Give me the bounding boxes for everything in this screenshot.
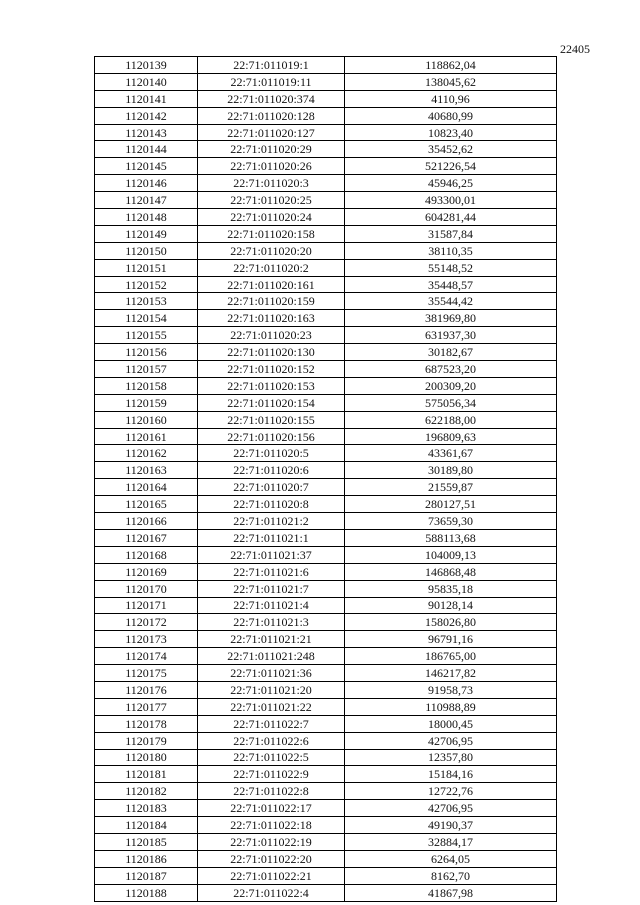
record-number-cell: 1120173 (95, 631, 198, 648)
table-row (95, 833, 557, 850)
value-cell: 4110,96 (345, 90, 557, 107)
cadastral-number-cell: 22:71:011020:155 (198, 411, 345, 428)
table-row (95, 411, 557, 428)
cadastral-number-cell: 22:71:011021:3 (198, 614, 345, 631)
table-row (95, 57, 557, 74)
value-cell: 138045,62 (345, 73, 557, 90)
cadastral-number-cell: 22:71:011021:248 (198, 648, 345, 665)
value-cell: 18000,45 (345, 715, 557, 732)
table-row (95, 817, 557, 834)
record-number-cell: 1120159 (95, 394, 198, 411)
value-cell: 49190,37 (345, 817, 557, 834)
value-cell: 42706,95 (345, 800, 557, 817)
table-row (95, 563, 557, 580)
table-row (95, 225, 557, 242)
record-number-cell: 1120158 (95, 377, 198, 394)
table-row (95, 377, 557, 394)
cadastral-number-cell: 22:71:011021:20 (198, 681, 345, 698)
record-number-cell: 1120142 (95, 107, 198, 124)
cadastral-number-cell: 22:71:011020:7 (198, 479, 345, 496)
record-number-cell: 1120183 (95, 800, 198, 817)
record-number-cell: 1120181 (95, 766, 198, 783)
cadastral-number-cell: 22:71:011020:2 (198, 259, 345, 276)
record-number-cell: 1120139 (95, 57, 198, 74)
record-number-cell: 1120140 (95, 73, 198, 90)
cadastral-number-cell: 22:71:011021:6 (198, 563, 345, 580)
table-row (95, 192, 557, 209)
table-row (95, 698, 557, 715)
record-number-cell: 1120148 (95, 209, 198, 226)
record-number-cell: 1120151 (95, 259, 198, 276)
value-cell: 6264,05 (345, 850, 557, 867)
record-number-cell: 1120179 (95, 732, 198, 749)
record-number-cell: 1120180 (95, 749, 198, 766)
value-cell: 40680,99 (345, 107, 557, 124)
registry-table (94, 56, 557, 902)
cadastral-number-cell: 22:71:011022:20 (198, 850, 345, 867)
table-row (95, 394, 557, 411)
cadastral-number-cell: 22:71:011020:130 (198, 344, 345, 361)
table-row (95, 428, 557, 445)
table-row (95, 90, 557, 107)
value-cell: 622188,00 (345, 411, 557, 428)
record-number-cell: 1120145 (95, 158, 198, 175)
cadastral-number-cell: 22:71:011020:24 (198, 209, 345, 226)
table-row (95, 867, 557, 884)
cadastral-number-cell: 22:71:011021:37 (198, 546, 345, 563)
record-number-cell: 1120161 (95, 428, 198, 445)
record-number-cell: 1120156 (95, 344, 198, 361)
record-number-cell: 1120160 (95, 411, 198, 428)
record-number-cell: 1120168 (95, 546, 198, 563)
value-cell: 90128,14 (345, 597, 557, 614)
cadastral-number-cell: 22:71:011021:2 (198, 513, 345, 530)
value-cell: 104009,13 (345, 546, 557, 563)
record-number-cell: 1120187 (95, 867, 198, 884)
record-number-cell: 1120169 (95, 563, 198, 580)
table-row (95, 276, 557, 293)
value-cell: 35544,42 (345, 293, 557, 310)
cadastral-number-cell: 22:71:011021:7 (198, 580, 345, 597)
cadastral-number-cell: 22:71:011022:6 (198, 732, 345, 749)
value-cell: 186765,00 (345, 648, 557, 665)
record-number-cell: 1120164 (95, 479, 198, 496)
cadastral-number-cell: 22:71:011020:374 (198, 90, 345, 107)
value-cell: 604281,44 (345, 209, 557, 226)
table-row (95, 141, 557, 158)
value-cell: 15184,16 (345, 766, 557, 783)
table-row (95, 732, 557, 749)
value-cell: 575056,34 (345, 394, 557, 411)
table-row (95, 158, 557, 175)
record-number-cell: 1120154 (95, 310, 198, 327)
value-cell: 38110,35 (345, 242, 557, 259)
cadastral-number-cell: 22:71:011022:21 (198, 867, 345, 884)
table-row (95, 580, 557, 597)
record-number-cell: 1120170 (95, 580, 198, 597)
record-number-cell: 1120165 (95, 496, 198, 513)
cadastral-number-cell: 22:71:011020:25 (198, 192, 345, 209)
value-cell: 31587,84 (345, 225, 557, 242)
cadastral-number-cell: 22:71:011020:154 (198, 394, 345, 411)
value-cell: 35452,62 (345, 141, 557, 158)
table-row (95, 513, 557, 530)
table-row (95, 766, 557, 783)
registry-table-body (95, 57, 557, 902)
cadastral-number-cell: 22:71:011019:1 (198, 57, 345, 74)
record-number-cell: 1120177 (95, 698, 198, 715)
table-row (95, 631, 557, 648)
cadastral-number-cell: 22:71:011020:159 (198, 293, 345, 310)
value-cell: 493300,01 (345, 192, 557, 209)
cadastral-number-cell: 22:71:011020:127 (198, 124, 345, 141)
cadastral-number-cell: 22:71:011022:4 (198, 884, 345, 901)
table-row (95, 749, 557, 766)
value-cell: 35448,57 (345, 276, 557, 293)
table-row (95, 850, 557, 867)
cadastral-number-cell: 22:71:011022:9 (198, 766, 345, 783)
table-row (95, 546, 557, 563)
table-row (95, 310, 557, 327)
value-cell: 42706,95 (345, 732, 557, 749)
table-row (95, 665, 557, 682)
table-row (95, 884, 557, 901)
record-number-cell: 1120185 (95, 833, 198, 850)
value-cell: 200309,20 (345, 377, 557, 394)
value-cell: 631937,30 (345, 327, 557, 344)
table-row (95, 479, 557, 496)
value-cell: 381969,80 (345, 310, 557, 327)
cadastral-number-cell: 22:71:011022:7 (198, 715, 345, 732)
value-cell: 280127,51 (345, 496, 557, 513)
value-cell: 521226,54 (345, 158, 557, 175)
record-number-cell: 1120157 (95, 361, 198, 378)
table-row (95, 259, 557, 276)
record-number-cell: 1120155 (95, 327, 198, 344)
table-row (95, 681, 557, 698)
value-cell: 110988,89 (345, 698, 557, 715)
cadastral-number-cell: 22:71:011022:19 (198, 833, 345, 850)
cadastral-number-cell: 22:71:011022:5 (198, 749, 345, 766)
table-row (95, 242, 557, 259)
record-number-cell: 1120146 (95, 175, 198, 192)
value-cell: 45946,25 (345, 175, 557, 192)
cadastral-number-cell: 22:71:011021:21 (198, 631, 345, 648)
cadastral-number-cell: 22:71:011020:163 (198, 310, 345, 327)
record-number-cell: 1120143 (95, 124, 198, 141)
value-cell: 55148,52 (345, 259, 557, 276)
cadastral-number-cell: 22:71:011020:128 (198, 107, 345, 124)
value-cell: 12722,76 (345, 783, 557, 800)
value-cell: 146217,82 (345, 665, 557, 682)
table-row (95, 209, 557, 226)
table-row (95, 73, 557, 90)
table-row (95, 597, 557, 614)
record-number-cell: 1120184 (95, 817, 198, 834)
record-number-cell: 1120186 (95, 850, 198, 867)
cadastral-number-cell: 22:71:011020:5 (198, 445, 345, 462)
cadastral-number-cell: 22:71:011019:11 (198, 73, 345, 90)
record-number-cell: 1120141 (95, 90, 198, 107)
table-row (95, 462, 557, 479)
table-row (95, 648, 557, 665)
record-number-cell: 1120153 (95, 293, 198, 310)
table-row (95, 529, 557, 546)
value-cell: 30189,80 (345, 462, 557, 479)
record-number-cell: 1120178 (95, 715, 198, 732)
value-cell: 10823,40 (345, 124, 557, 141)
value-cell: 8162,70 (345, 867, 557, 884)
table-row (95, 800, 557, 817)
cadastral-number-cell: 22:71:011022:8 (198, 783, 345, 800)
table-row (95, 614, 557, 631)
record-number-cell: 1120150 (95, 242, 198, 259)
record-number-cell: 1120166 (95, 513, 198, 530)
table-row (95, 715, 557, 732)
value-cell: 158026,80 (345, 614, 557, 631)
cadastral-number-cell: 22:71:011021:4 (198, 597, 345, 614)
table-row (95, 175, 557, 192)
cadastral-number-cell: 22:71:011021:22 (198, 698, 345, 715)
record-number-cell: 1120174 (95, 648, 198, 665)
value-cell: 687523,20 (345, 361, 557, 378)
table-row (95, 344, 557, 361)
cadastral-number-cell: 22:71:011020:158 (198, 225, 345, 242)
table-row (95, 361, 557, 378)
page-number: 22405 (560, 42, 590, 56)
value-cell: 118862,04 (345, 57, 557, 74)
table-row (95, 107, 557, 124)
value-cell: 588113,68 (345, 529, 557, 546)
table-row (95, 783, 557, 800)
cadastral-number-cell: 22:71:011020:156 (198, 428, 345, 445)
cadastral-number-cell: 22:71:011020:152 (198, 361, 345, 378)
record-number-cell: 1120175 (95, 665, 198, 682)
record-number-cell: 1120163 (95, 462, 198, 479)
cadastral-number-cell: 22:71:011020:20 (198, 242, 345, 259)
record-number-cell: 1120171 (95, 597, 198, 614)
record-number-cell: 1120182 (95, 783, 198, 800)
table-row (95, 327, 557, 344)
record-number-cell: 1120149 (95, 225, 198, 242)
value-cell: 41867,98 (345, 884, 557, 901)
cadastral-number-cell: 22:71:011020:161 (198, 276, 345, 293)
cadastral-number-cell: 22:71:011022:17 (198, 800, 345, 817)
cadastral-number-cell: 22:71:011022:18 (198, 817, 345, 834)
table-row (95, 124, 557, 141)
value-cell: 146868,48 (345, 563, 557, 580)
value-cell: 73659,30 (345, 513, 557, 530)
table-row (95, 496, 557, 513)
record-number-cell: 1120172 (95, 614, 198, 631)
record-number-cell: 1120147 (95, 192, 198, 209)
record-number-cell: 1120144 (95, 141, 198, 158)
value-cell: 43361,67 (345, 445, 557, 462)
table-row (95, 293, 557, 310)
cadastral-number-cell: 22:71:011020:6 (198, 462, 345, 479)
value-cell: 96791,16 (345, 631, 557, 648)
cadastral-number-cell: 22:71:011020:153 (198, 377, 345, 394)
cadastral-number-cell: 22:71:011020:26 (198, 158, 345, 175)
value-cell: 196809,63 (345, 428, 557, 445)
record-number-cell: 1120188 (95, 884, 198, 901)
value-cell: 12357,80 (345, 749, 557, 766)
value-cell: 30182,67 (345, 344, 557, 361)
record-number-cell: 1120167 (95, 529, 198, 546)
value-cell: 32884,17 (345, 833, 557, 850)
cadastral-number-cell: 22:71:011021:1 (198, 529, 345, 546)
record-number-cell: 1120152 (95, 276, 198, 293)
cadastral-number-cell: 22:71:011020:29 (198, 141, 345, 158)
record-number-cell: 1120176 (95, 681, 198, 698)
cadastral-number-cell: 22:71:011021:36 (198, 665, 345, 682)
value-cell: 21559,87 (345, 479, 557, 496)
table-row (95, 445, 557, 462)
cadastral-number-cell: 22:71:011020:23 (198, 327, 345, 344)
value-cell: 91958,73 (345, 681, 557, 698)
cadastral-number-cell: 22:71:011020:3 (198, 175, 345, 192)
value-cell: 95835,18 (345, 580, 557, 597)
record-number-cell: 1120162 (95, 445, 198, 462)
cadastral-number-cell: 22:71:011020:8 (198, 496, 345, 513)
